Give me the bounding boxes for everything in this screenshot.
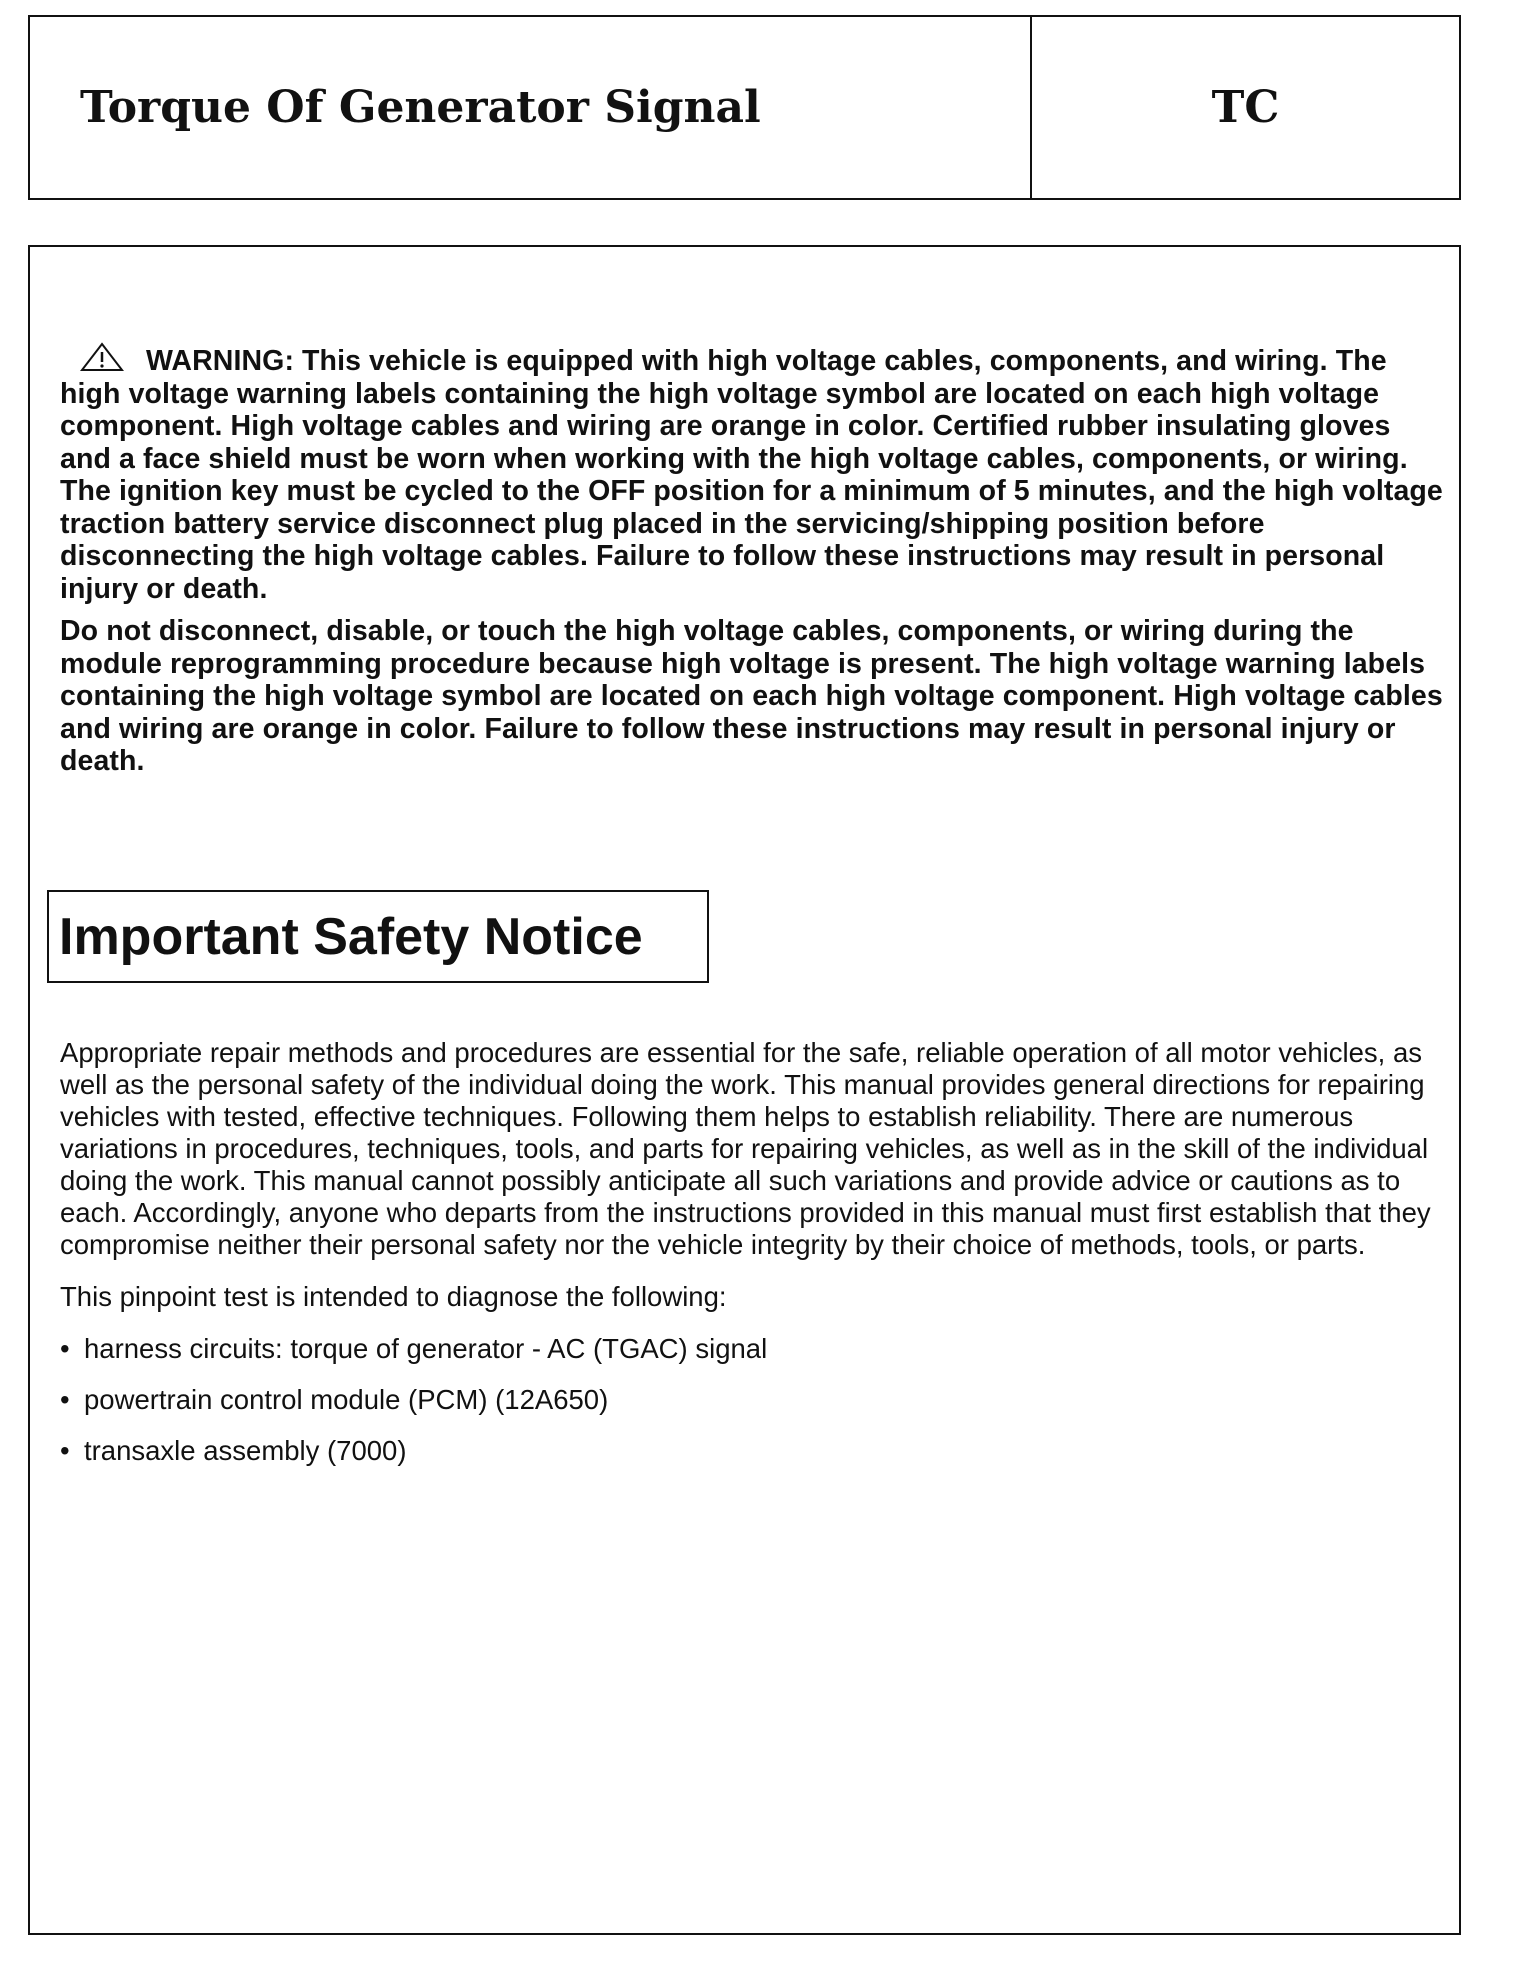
list-item: • transaxle assembly (7000) — [60, 1435, 407, 1466]
list-item: • harness circuits: torque of generator - AC (TGAC) signal — [60, 1333, 768, 1364]
warning-block — [60, 342, 1445, 788]
bullet-icon: • — [60, 1435, 70, 1466]
warning-triangle-icon — [80, 342, 124, 372]
warning-text-1: WARNING: This vehicle is equipped with high voltage cables, components, and wiring. The high voltage warning labels containing the high voltage symbol are located on each high voltage component. High voltage cables and wiring are orange in color. Certified rubber insulating gloves and a face shield must be worn when working with the high voltage cables, components, or wiring. The ignition key must be cycled to the OFF position for a minimum of 5 minutes, and the high voltage traction battery service disconnect plug placed in the servicing/shipping position before disconnecting the high voltage cables. Failure to follow these instructions may result in personal injury or death. — [60, 345, 1443, 605]
list-item: • powertrain control module (PCM) (12A650) — [60, 1384, 609, 1415]
section-code: TC — [1211, 82, 1280, 133]
warning-paragraph-2: Do not disconnect, disable, or touch the high voltage cables, components, or wiring during the module reprogramming procedure because high voltage is present. The high voltage warning labels containing the high voltage symbol are located on each high voltage component. High voltage cables and wiring are orange in color. Failure to follow these instructions may result in personal injury or death. — [60, 615, 1443, 777]
page-title: Torque Of Generator Signal — [30, 17, 1032, 198]
notice-body — [60, 1037, 1450, 1486]
diagnosis-list — [60, 1333, 1450, 1467]
notice-paragraph: Appropriate repair methods and procedures are essential for the safe, reliable operation of all motor vehicles, as well as the personal safety of the individual doing the work. This manual provides general directions for repairing vehicles with tested, effective techniques. Following them helps to establish reliability. There are numerous variations in procedures, techniques, tools, and parts for repairing vehicles, as well as in the skill of the individual doing the work. This manual cannot possibly anticipate all such variations and provide advice or cautions as to each. Accordingly, anyone who departs from the instructions provided in this manual must first establish that they compromise neither their personal safety nor the vehicle integrity by their choice of methods, tools, or parts. — [60, 1037, 1431, 1260]
safety-notice-heading: Important Safety Notice — [47, 890, 709, 983]
bullet-icon: • — [60, 1333, 70, 1364]
bullet-icon: • — [60, 1384, 70, 1415]
pinpoint-intro: This pinpoint test is intended to diagnose the following: — [60, 1281, 727, 1312]
page-header — [28, 15, 1461, 200]
content-panel — [28, 245, 1461, 1935]
warning-paragraph-1 — [60, 342, 1445, 605]
